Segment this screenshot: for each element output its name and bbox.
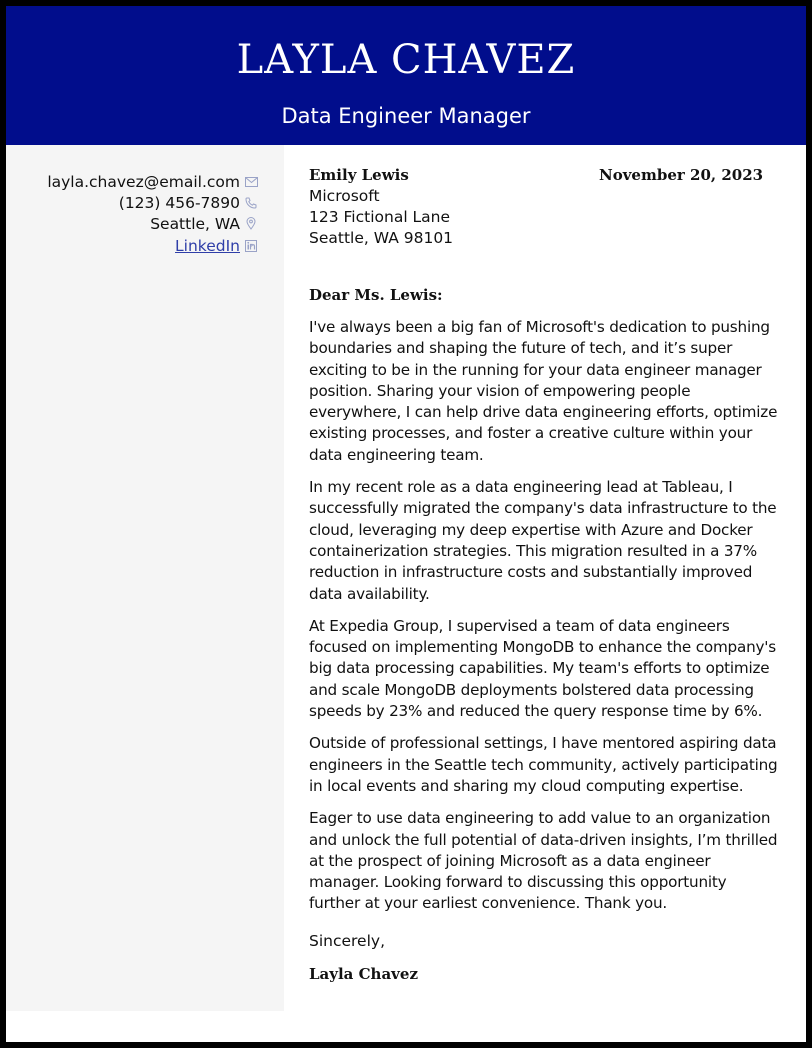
paragraph: I've always been a big fan of Microsoft's dedication to pushing boundaries and shaping the future of tech, and it’s super exciting to be in the running for your data engineer manager position. Sharing your vision of empowering people everywhere, I can help drive data engineering efforts, optimize existing processes, and foster a creative culture within your data engineering team. — [309, 318, 778, 464]
paragraph: At Expedia Group, I supervised a team of data engineers focused on implementing MongoDB to enhance the company's big data processing capabilities. My team's efforts to optimize and scale MongoDB deployments bolstered data processing speeds by 23% and reduced the query response time by 6%. — [309, 616, 776, 721]
signature: Layla Chavez — [309, 965, 418, 983]
contact-location-row — [150, 213, 258, 234]
applicant-job-title: Data Engineer Manager — [281, 104, 531, 128]
contact-location: Seattle, WA — [150, 214, 240, 233]
contact-phone-row — [119, 192, 258, 213]
header-banner — [6, 6, 806, 145]
recipient-name: Emily Lewis — [309, 166, 409, 184]
phone-icon — [244, 196, 258, 210]
contact-sidebar — [6, 145, 284, 1011]
applicant-name: LAYLA CHAVEZ — [236, 37, 576, 83]
contact-linkedin-row — [175, 235, 258, 256]
envelope-icon — [244, 175, 258, 189]
linkedin-link[interactable]: LinkedIn — [175, 236, 240, 255]
linkedin-icon — [244, 239, 258, 253]
contact-email-row — [47, 171, 258, 192]
closing: Sincerely, — [309, 932, 386, 950]
cover-letter-page — [6, 6, 806, 1042]
location-pin-icon — [244, 217, 258, 231]
paragraph: Outside of professional settings, I have mentored aspiring data engineers in the Seattle tech community, actively participating in local events and sharing my cloud computing expertise. — [309, 734, 778, 795]
recipient-company: Microsoft — [309, 187, 380, 205]
recipient-city: Seattle, WA 98101 — [309, 229, 454, 247]
contact-email[interactable]: layla.chavez@email.com — [47, 172, 240, 191]
salutation: Dear Ms. Lewis: — [309, 286, 443, 304]
contact-phone[interactable]: (123) 456-7890 — [118, 193, 240, 212]
letter-paragraphs — [309, 317, 779, 926]
paragraph: Eager to use data engineering to add value to an organization and unlock the full potential of data-driven insights, I’m thrilled at the prospect of joining Microsoft as a data engineer manager. Looking forward to discussing this opportunity further at your earliest convenience. Thank you. — [309, 809, 778, 913]
paragraph: In my recent role as a data engineering lead at Tableau, I successfully migrated the company's data infrastructure to the cloud, leveraging my deep expertise with Azure and Docker containerization strategies. This migration resulted in a 37% reduction in infrastructure costs and substantially improved data availability. — [309, 478, 777, 603]
letter-date: November 20, 2023 — [599, 166, 764, 184]
recipient-street: 123 Fictional Lane — [309, 208, 451, 226]
